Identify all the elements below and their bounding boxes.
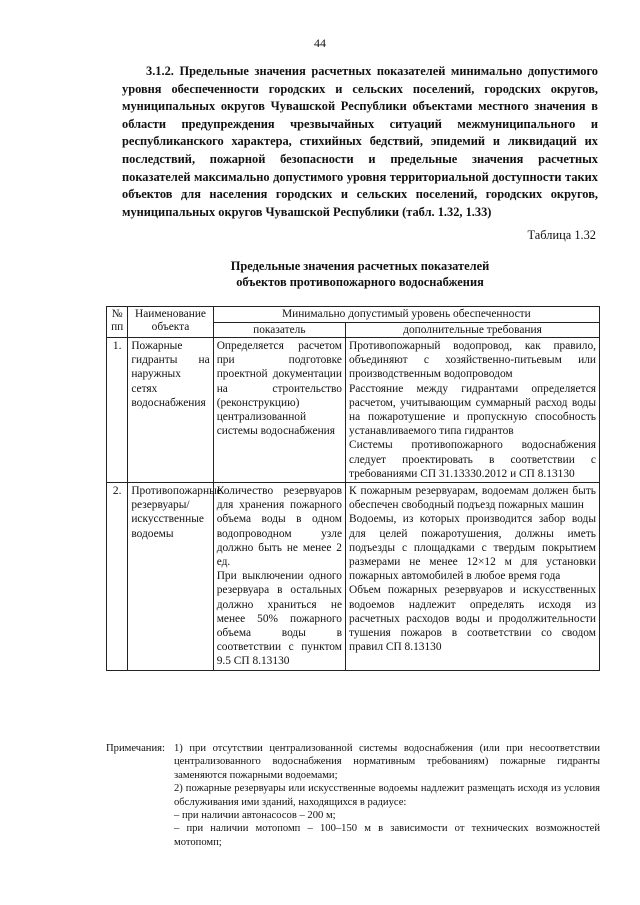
table-title-line-1: Предельные значения расчетных показателей xyxy=(230,259,490,273)
header-indicator: показатель xyxy=(213,322,345,338)
row-additional xyxy=(346,483,600,671)
header-object-name: Наименование объекта xyxy=(128,307,213,338)
additional-paragraph: К пожарным резервуарам, водоемам должен быть обеспечен свободный подъезд пожарных машин xyxy=(349,485,596,512)
indicator-paragraph: Определяется расчетом при подготовке проектной документации на строительство (реконструкцию) централизованной системы водоснабжения xyxy=(216,340,342,438)
row-object-name: Противопожарные резервуары/искусственные водоемы xyxy=(128,483,213,671)
additional-paragraph: Системы противопожарного водоснабжения следует проектировать в соответствии с требованиями СП 31.13330.2012 и СП 8.13130 xyxy=(349,439,596,480)
note-item: – при наличии мотопомп – 100–150 м в зависимости от технических возможностей мотопомп; xyxy=(174,823,600,848)
requirements-table xyxy=(106,306,600,671)
notes-label: Примечания: xyxy=(106,743,165,754)
notes xyxy=(106,742,600,849)
table-row xyxy=(107,338,600,483)
row-number: 2. xyxy=(107,483,128,671)
table-row xyxy=(107,483,600,671)
notes-body xyxy=(174,742,600,849)
header-additional: дополнительные требования xyxy=(346,322,600,338)
row-indicator xyxy=(213,483,345,671)
table-label: Таблица 1.32 xyxy=(527,228,596,242)
note-item: 2) пожарные резервуары или искусственные водоемы надлежит размещать исходя из условия обслуживания ими зданий, находящихся в радиусе: xyxy=(174,783,600,808)
additional-paragraph: Противопожарный водопровод, как правило, объединяют с хозяйственно-питьевым или производственным водопроводом xyxy=(349,340,596,381)
additional-paragraph: Объем пожарных резервуаров и искусственных водоемов надлежит определять исходя из расчетных расходов воды и продолжительности тушения пожаров в соответствии со сводом правил СП 8.13130 xyxy=(349,584,596,654)
table-header-row xyxy=(107,307,600,323)
row-indicator xyxy=(213,338,345,483)
section-heading-text: 3.1.2. Предельные значения расчетных показателей минимально допустимого уровня обеспеченности городских и сельских поселений, городских округов, муниципальных округов Чувашской Республики объектами местного значения в области предупреждения чрезвычайных ситуаций межмуниципального и республиканского характера, стихийных бедствий, эпидемий и ликвидаций их последствий, пожарной безопасности и предельные значения расчетных показателей максимально допустимого уровня территориальной доступности таких объектов для населения городских и сельских поселений, городских округов, муниципальных округов Чувашской Республики (табл. 1.32, 1.33) xyxy=(122,64,598,219)
table-title xyxy=(122,258,598,290)
note-item: 1) при отсутствии централизованной системы водоснабжения (или при несоответствии централизованного водоснабжения нормативным требованиям) пожарные гидранты заменяются пожарными водоемами; xyxy=(174,743,600,781)
indicator-paragraph: Количество резервуаров для хранения пожарного объема воды в одном водопроводном узле должно быть не менее 2 ед. xyxy=(216,485,342,569)
header-min-level: Минимально допустимый уровень обеспеченности xyxy=(213,307,599,323)
table-title-line-2: объектов противопожарного водоснабжения xyxy=(236,275,484,289)
additional-paragraph: Расстояние между гидрантами определяется расчетом, учитывающим суммарный расход воды на пожаротушение и пропускную способность устанавливаемого типа гидрантов xyxy=(349,382,596,438)
section-heading xyxy=(122,63,598,221)
indicator-paragraph: При выключении одного резервуара в остальных должно храниться не менее 50% пожарного объема воды в соответствии с пунктом 9.5 СП 8.13130 xyxy=(216,570,342,668)
row-additional xyxy=(346,338,600,483)
note-item: – при наличии автонасосов – 200 м; xyxy=(174,810,336,822)
page-number: 44 xyxy=(314,36,326,50)
additional-paragraph: Водоемы, из которых производится забор воды для целей пожаротушения, должны иметь подъезды с площадками с твердым покрытием размерами не менее 12×12 м для установки пожарных автомобилей в любое время года xyxy=(349,513,596,583)
row-object-name: Пожарные гидранты на наружных сетях водоснабжения xyxy=(128,338,213,483)
row-number: 1. xyxy=(107,338,128,483)
header-number: № пп xyxy=(107,307,128,338)
